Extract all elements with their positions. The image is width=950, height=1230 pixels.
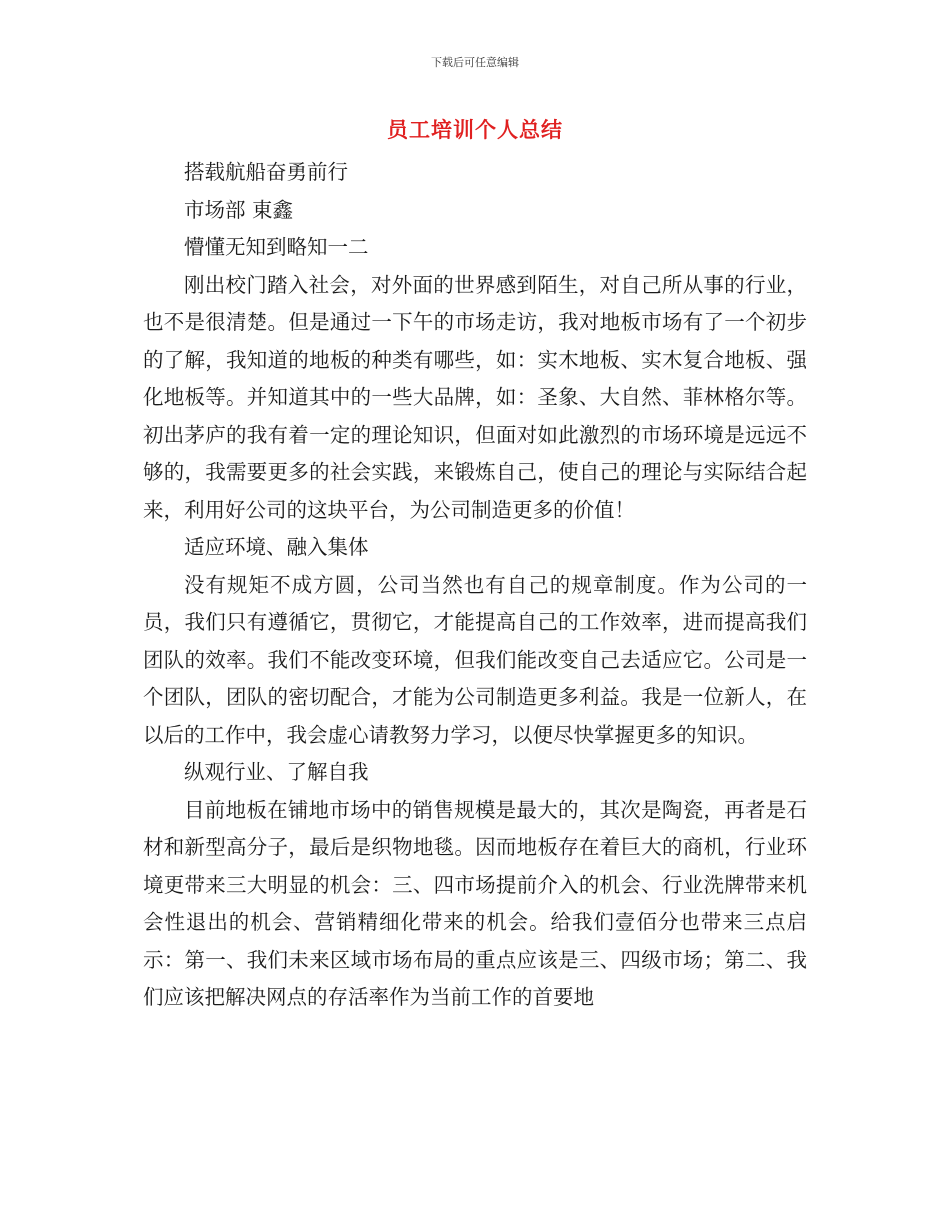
document-body [143,154,807,1017]
author-line: 市场部 東鑫 [184,197,294,222]
header-note: 下载后可任意编辑 [431,56,519,69]
document-title: 员工培训个人总结 [387,118,563,142]
section-heading: 懵懂无知到略知一二 [184,235,369,259]
body-paragraph: 没有规矩不成方圆，公司当然也有自己的规章制度。作为公司的一员，我们只有遵循它，贯彻它，才能提高自己的工作效率，进而提高我们团队的效率。我们不能改变环境，但我们能改变自己去适应它。公司是一个团队，团队的密切配合，才能为公司制造更多利益。我是一位新人，在以后的工作中，我会虚心请教努力学习，以便尽快掌握更多的知识。 [143,572,807,747]
section-heading: 纵观行业、了解自我 [184,760,369,784]
body-paragraph: 刚出校门踏入社会，对外面的世界感到陌生，对自己所从事的行业，也不是很清楚。但是通过一下午的市场走访，我对地板市场有了一个初步的了解，我知道的地板的种类有哪些，如：实木地板、实木复合地板、强化地板等。并知道其中的一些大品牌，如：圣象、大自然、菲林格尔等。初出茅庐的我有着一定的理论知识，但面对如此激烈的市场环境是远远不够的，我需要更多的社会实践，来锻炼自己，使自己的理论与实际结合起来，利用好公司的这块平台，为公司制造更多的价值！ [143,272,807,522]
subtitle-line: 搭载航船奋勇前行 [184,160,348,184]
body-paragraph: 目前地板在铺地市场中的销售规模是最大的，其次是陶瓷，再者是石材和新型高分子，最后是织物地毯。因而地板存在着巨大的商机，行业环境更带来三大明显的机会：三、四市场提前介入的机会、行业洗牌带来机会性退出的机会、营销精细化带来的机会。给我们壹佰分也带来三点启示：第一、我们未来区域市场布局的重点应该是三、四级市场；第二、我们应该把解决网点的存活率作为当前工作的首要地 [143,797,807,1009]
section-heading: 适应环境、融入集体 [184,535,369,559]
